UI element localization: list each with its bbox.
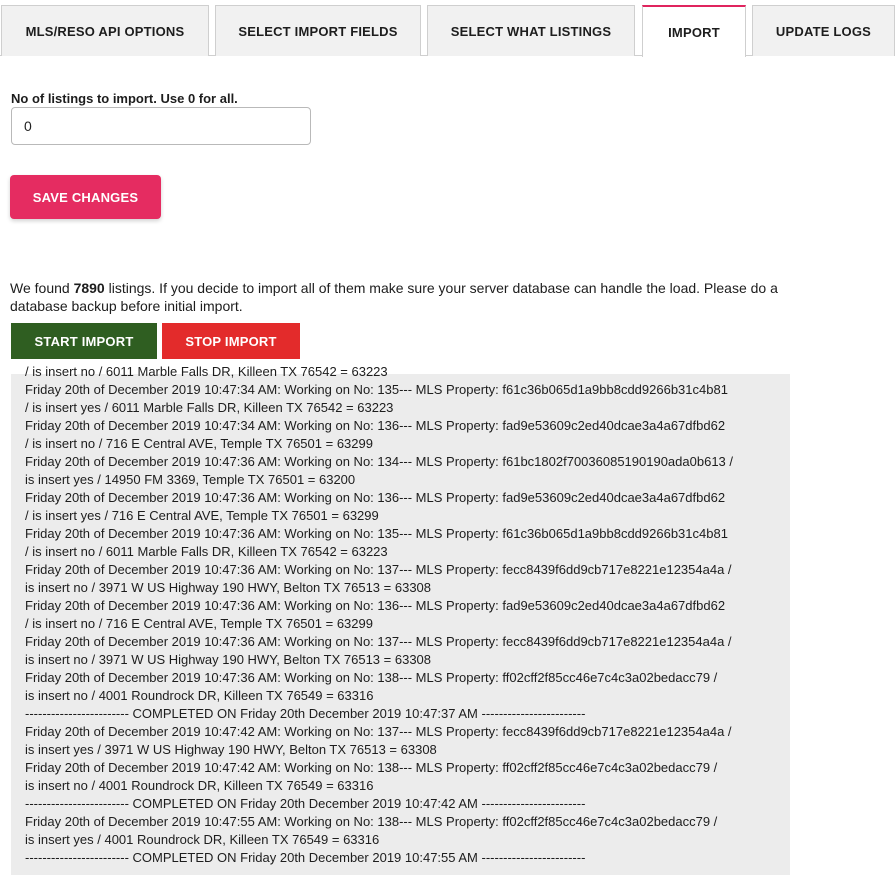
log-line: / is insert no / 716 E Central AVE, Temple TX 76501 = 63299 <box>25 616 373 631</box>
tab-mls-reso-api-options[interactable]: MLS/RESO API OPTIONS <box>1 5 209 56</box>
stop-import-button[interactable]: STOP IMPORT <box>162 323 300 359</box>
log-line: Friday 20th of December 2019 10:47:36 AM: Working on No: 136--- MLS Property: fad9e53609c2ed40dcae3a4a67dfbd62 <box>25 490 726 505</box>
log-line: is insert no / 4001 Roundrock DR, Killeen TX 76549 = 63316 <box>25 778 374 793</box>
listing-count-label: No of listings to import. Use 0 for all. <box>11 91 238 106</box>
start-import-button[interactable]: START IMPORT <box>11 323 157 359</box>
listing-count-input[interactable] <box>11 107 311 145</box>
log-line: Friday 20th of December 2019 10:47:55 AM: Working on No: 138--- MLS Property: ff02cff2f85cc46e7c4c3a02bedacc79 / <box>25 814 718 829</box>
save-changes-button[interactable]: SAVE CHANGES <box>10 175 161 219</box>
tab-select-import-fields[interactable]: SELECT IMPORT FIELDS <box>215 5 421 56</box>
log-line: Friday 20th of December 2019 10:47:42 AM: Working on No: 138--- MLS Property: ff02cff2f85cc46e7c4c3a02bedacc79 / <box>25 760 718 775</box>
log-line: ------------------------ COMPLETED ON Friday 20th December 2019 10:47:37 AM ------------------------ <box>25 706 586 721</box>
found-suffix: listings. If you decide to import all of them make sure your server database can handle the load. Please do a database backup before initial import. <box>10 280 778 314</box>
log-line: Friday 20th of December 2019 10:47:36 AM: Working on No: 134--- MLS Property: f61bc1802f70036085190190ada0b613 / <box>25 454 733 469</box>
log-line: is insert yes / 3971 W US Highway 190 HWY, Belton TX 76513 = 63308 <box>25 742 437 757</box>
log-line: ------------------------ COMPLETED ON Friday 20th December 2019 10:47:42 AM ------------------------ <box>25 796 586 811</box>
log-line: Friday 20th of December 2019 10:47:36 AM: Working on No: 138--- MLS Property: ff02cff2f85cc46e7c4c3a02bedacc79 / <box>25 670 718 685</box>
log-line: Friday 20th of December 2019 10:47:36 AM: Working on No: 135--- MLS Property: f61c36b065d1a9bb8cdd9266b31c4b81 <box>25 526 728 541</box>
import-log-panel[interactable] <box>11 364 790 875</box>
log-line: Friday 20th of December 2019 10:47:34 AM: Working on No: 136--- MLS Property: fad9e53609c2ed40dcae3a4a67dfbd62 <box>25 418 726 433</box>
found-prefix: We found <box>10 280 74 296</box>
log-line: / is insert no / 6011 Marble Falls DR, Killeen TX 76542 = 63223 <box>25 364 388 379</box>
import-log-lines <box>25 363 780 867</box>
tab-bar <box>0 0 892 56</box>
log-line: is insert yes / 4001 Roundrock DR, Killeen TX 76549 = 63316 <box>25 832 380 847</box>
listings-found-message <box>10 279 800 315</box>
log-line: Friday 20th of December 2019 10:47:34 AM: Working on No: 135--- MLS Property: f61c36b065d1a9bb8cdd9266b31c4b81 <box>25 382 728 397</box>
log-line: is insert no / 4001 Roundrock DR, Killeen TX 76549 = 63316 <box>25 688 374 703</box>
tab-select-what-listings[interactable]: SELECT WHAT LISTINGS <box>427 5 635 56</box>
log-line: ------------------------ COMPLETED ON Friday 20th December 2019 10:47:55 AM ------------------------ <box>25 850 586 865</box>
log-line: is insert no / 3971 W US Highway 190 HWY, Belton TX 76513 = 63308 <box>25 580 432 595</box>
log-line: Friday 20th of December 2019 10:47:42 AM: Working on No: 137--- MLS Property: fecc8439f6dd9cb717e8221e12354a4a / <box>25 724 732 739</box>
log-line: / is insert no / 6011 Marble Falls DR, Killeen TX 76542 = 63223 <box>25 544 388 559</box>
tab-update-logs[interactable]: UPDATE LOGS <box>752 5 895 56</box>
log-line: is insert no / 3971 W US Highway 190 HWY, Belton TX 76513 = 63308 <box>25 652 432 667</box>
log-line: / is insert no / 716 E Central AVE, Temple TX 76501 = 63299 <box>25 436 373 451</box>
log-line: / is insert yes / 6011 Marble Falls DR, Killeen TX 76542 = 63223 <box>25 400 394 415</box>
log-line: Friday 20th of December 2019 10:47:36 AM: Working on No: 137--- MLS Property: fecc8439f6dd9cb717e8221e12354a4a / <box>25 562 732 577</box>
found-count: 7890 <box>73 280 105 296</box>
log-line: is insert yes / 14950 FM 3369, Temple TX 76501 = 63200 <box>25 472 356 487</box>
log-line: / is insert yes / 716 E Central AVE, Temple TX 76501 = 63299 <box>25 508 379 523</box>
tab-import[interactable]: IMPORT <box>642 5 746 57</box>
log-line: Friday 20th of December 2019 10:47:36 AM: Working on No: 136--- MLS Property: fad9e53609c2ed40dcae3a4a67dfbd62 <box>25 598 726 613</box>
log-line: Friday 20th of December 2019 10:47:36 AM: Working on No: 137--- MLS Property: fecc8439f6dd9cb717e8221e12354a4a / <box>25 634 732 649</box>
